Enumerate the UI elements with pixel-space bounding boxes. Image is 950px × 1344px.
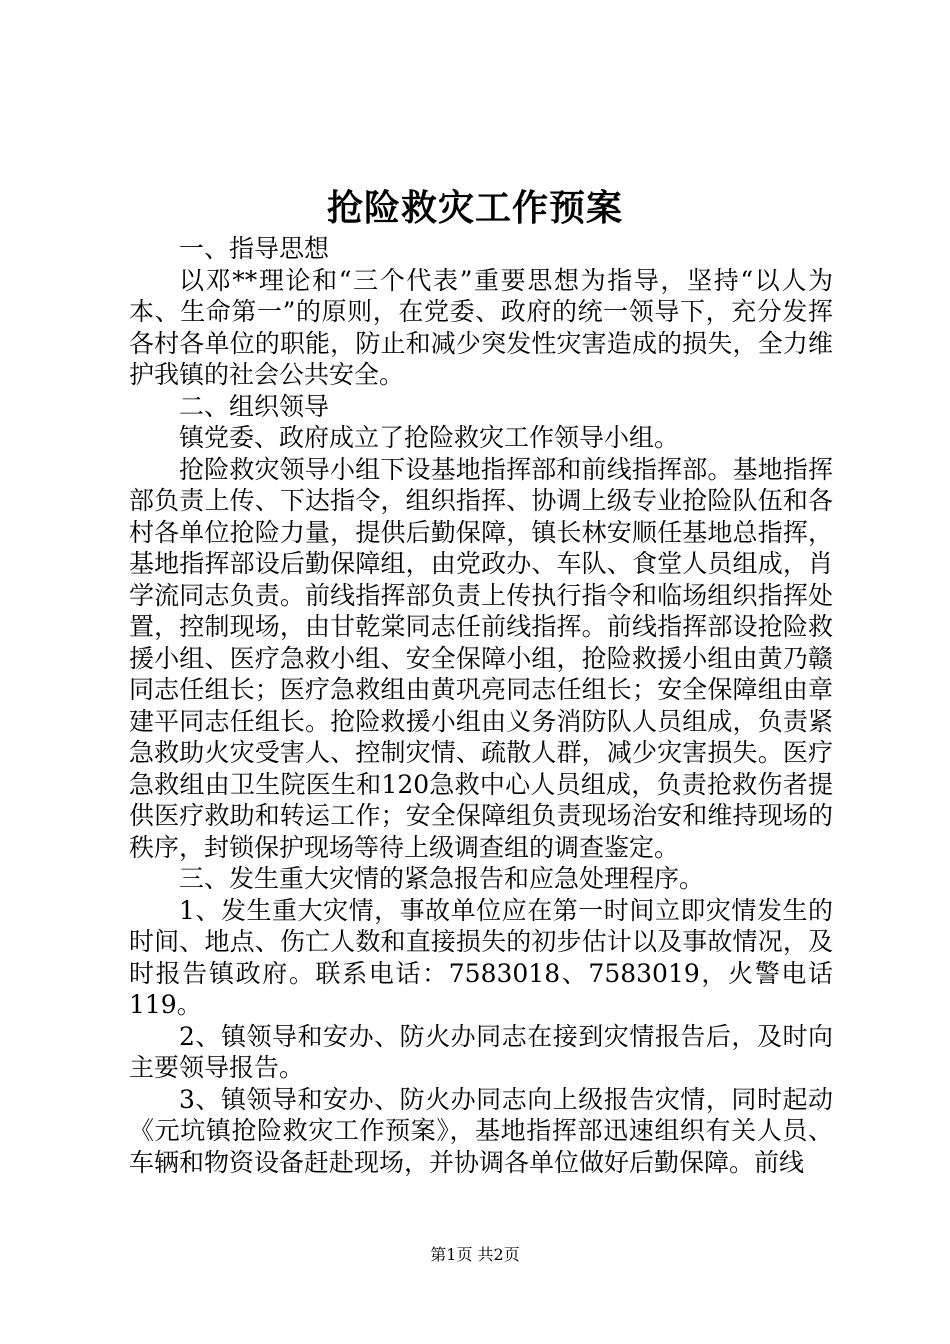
page-footer: 第1页 共2页 xyxy=(430,1245,520,1264)
section-heading-emergency-procedure: 三、发生重大灾情的紧急报告和应急处理程序。 xyxy=(179,864,705,893)
section-heading-guiding-thought: 一、指导思想 xyxy=(179,234,330,263)
paragraph-organization-intro: 镇党委、政府成立了抢险救灾工作领导小组。 xyxy=(179,423,680,452)
paragraph-procedure-step-3: 3、镇领导和安办、防火办同志向上级报告灾情，同时起动《元坑镇抢险救灾工作预案》，基地指挥部迅速组织有关人员、车辆和物资设备赶赴现场，并协调各单位做好后勤保障。前线 xyxy=(129,1084,833,1177)
section-heading-organization: 二、组织领导 xyxy=(179,391,330,421)
paragraph-guiding-thought: 以邓**理论和“三个代表”重要思想为指导，坚持“以人为本、生命第一”的原则，在党委、政府的统一领导下，充分发挥各村各单位的职能，防止和减少突发性灾害造成的损失，全力维护我镇的社会公共安全。 xyxy=(129,265,833,389)
document-title: 抢险救灾工作预案 xyxy=(326,187,623,229)
paragraph-procedure-step-1: 1、发生重大灾情，事故单位应在第一时间立即灾情发生的时间、地点、伤亡人数和直接损失的初步估计以及事故情况，及时报告镇政府。联系电话：7583018、7583019，火警电话119。 xyxy=(129,895,833,1019)
document-body xyxy=(129,233,833,1178)
paragraph-procedure-step-2: 2、镇领导和安办、防火办同志在接到灾情报告后，及时向主要领导报告。 xyxy=(129,1021,833,1082)
paragraph-organization-detail: 抢险救灾领导小组下设基地指挥部和前线指挥部。基地指挥部负责上传、下达指令，组织指挥、协调上级专业抢险队伍和各村各单位抢险力量，提供后勤保障，镇长林安顺任基地总指挥，基地指挥部设后勤保障组，由党政办、车队、食堂人员组成，肖学流同志负责。前线指挥部负责上传执行指令和临场组织指挥处置，控制现场，由甘乾棠同志任前线指挥。前线指挥部设抢险救援小组、医疗急救小组、安全保障小组，抢险救援小组由黄乃赣同志任组长；医疗急救组由黄巩亮同志任组长；安全保障组由章建平同志任组长。抢险救援小组由义务消防队人员组成，负责紧急救助火灾受害人、控制灾情、疏散人群，减少灾害损失。医疗急救组由卫生院医生和120急救中心人员组成，负责抢救伤者提供医疗救助和转运工作；安全保障组负责现场治安和维持现场的秩序，封锁保护现场等待上级调查组的调查鉴定。 xyxy=(129,454,833,862)
